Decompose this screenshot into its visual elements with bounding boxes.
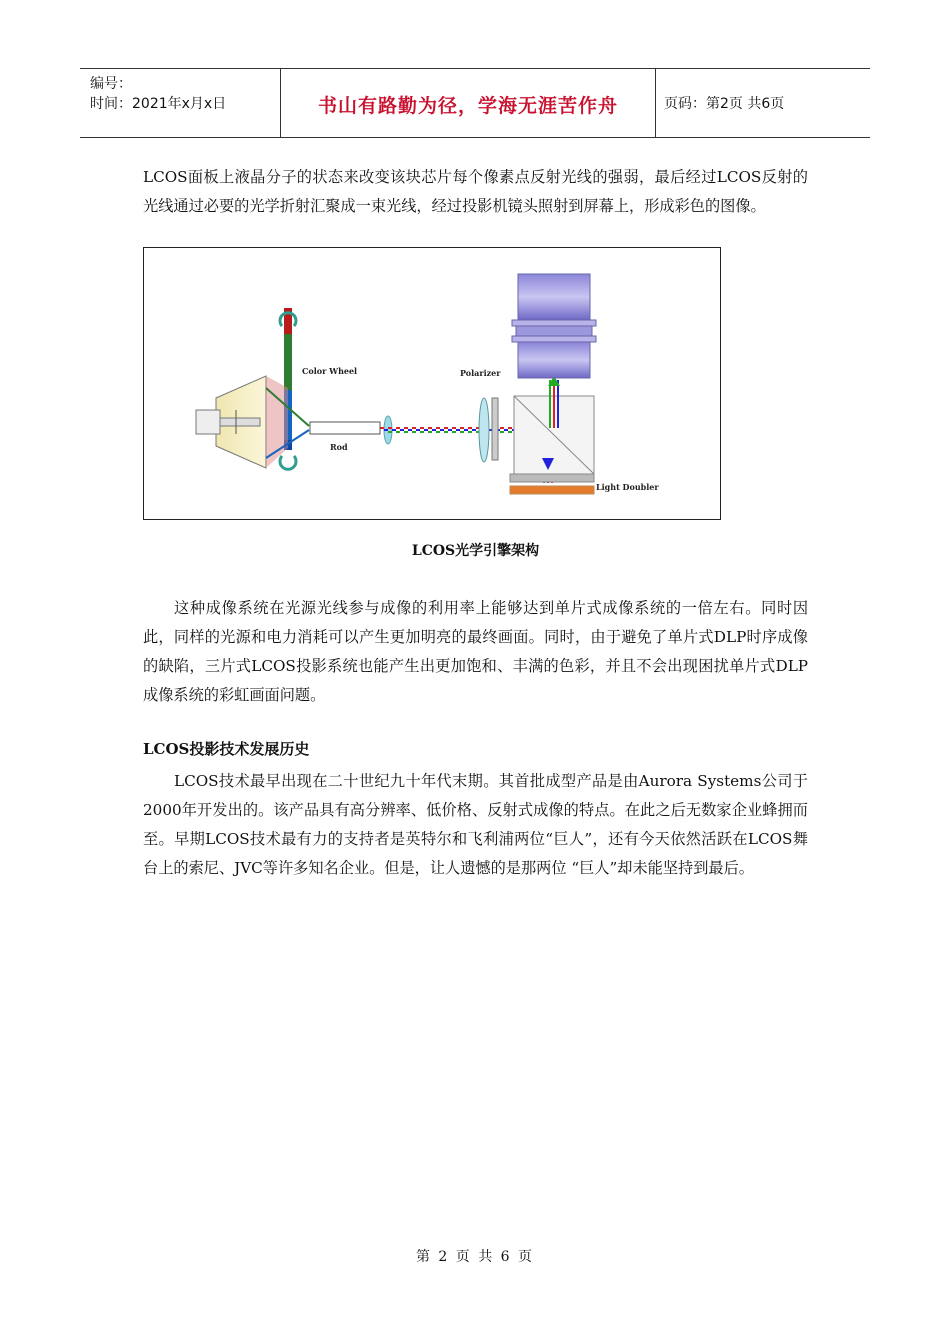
- header-motto-cell: [280, 69, 656, 137]
- date-label: 时间：2021年x月x日: [90, 96, 227, 112]
- label-rod: Rod: [330, 442, 348, 452]
- page-footer: 第 2 页 共 6 页: [415, 1249, 535, 1265]
- code-label: 编号：: [90, 76, 132, 92]
- lamp-icon: [196, 376, 266, 468]
- lcos-optical-engine-figure: [143, 247, 721, 520]
- prism-icon: [514, 376, 594, 474]
- label-light-doubler: Light Doubler: [596, 482, 659, 492]
- paragraph-efficiency: 这种成像系统在光源光线参与成像的利用率上能够达到单片式成像系统的一倍左右。同时因此，同样的光源和电力消耗可以产生更加明亮的最终画面。同时，由于避免了单片式DLP时序成像的缺陷，三片式LCOS投影系统也能产生出更加饱和、丰满的色彩，并且不会出现困扰单片式DLP成像系统的彩虹画面问题。: [143, 599, 808, 704]
- paragraph-intro: LCOS面板上液晶分子的状态来改变该块芯片每个像素点反射光线的强弱，最后经过LCOS反射的光线通过必要的光学折射汇聚成一束光线，经过投影机镜头照射到屏幕上，形成彩色的图像。: [143, 168, 808, 215]
- page-info: 页码：第2页 共6页: [664, 96, 785, 112]
- header-meta: [80, 69, 280, 137]
- motto: 书山有路勤为径，学海无涯苦作舟: [317, 95, 618, 117]
- polarizer-icon: [479, 398, 498, 462]
- color-wheel-icon: [266, 308, 309, 469]
- light-doubler-icon: [510, 474, 594, 494]
- header-page-cell: [654, 69, 870, 137]
- optical-diagram: [144, 248, 720, 519]
- figure-caption: LCOS光学引擎架构: [411, 543, 540, 559]
- section-heading: LCOS投影技术发展历史: [143, 740, 310, 758]
- rod-icon: [310, 422, 380, 434]
- paragraph-history: LCOS技术最早出现在二十世纪九十年代末期。其首批成型产品是由Aurora Systems公司于2000年开发出的。该产品具有高分辨率、低价格、反射式成像的特点。在此之后无数家企业蜂拥而至。早期LCOS技术最有力的支持者是英特尔和飞利浦两位“巨人”，还有今天依然活跃在LCOS舞台上的索尼、JVC等许多知名企业。但是，让人遗憾的是那两位 “巨人”却未能坚持到最后。: [143, 772, 808, 877]
- projection-lens-icon: [512, 274, 596, 378]
- document-header: [80, 68, 870, 138]
- label-color-wheel: Color Wheel: [302, 366, 358, 376]
- label-polarizer: Polarizer: [460, 368, 501, 378]
